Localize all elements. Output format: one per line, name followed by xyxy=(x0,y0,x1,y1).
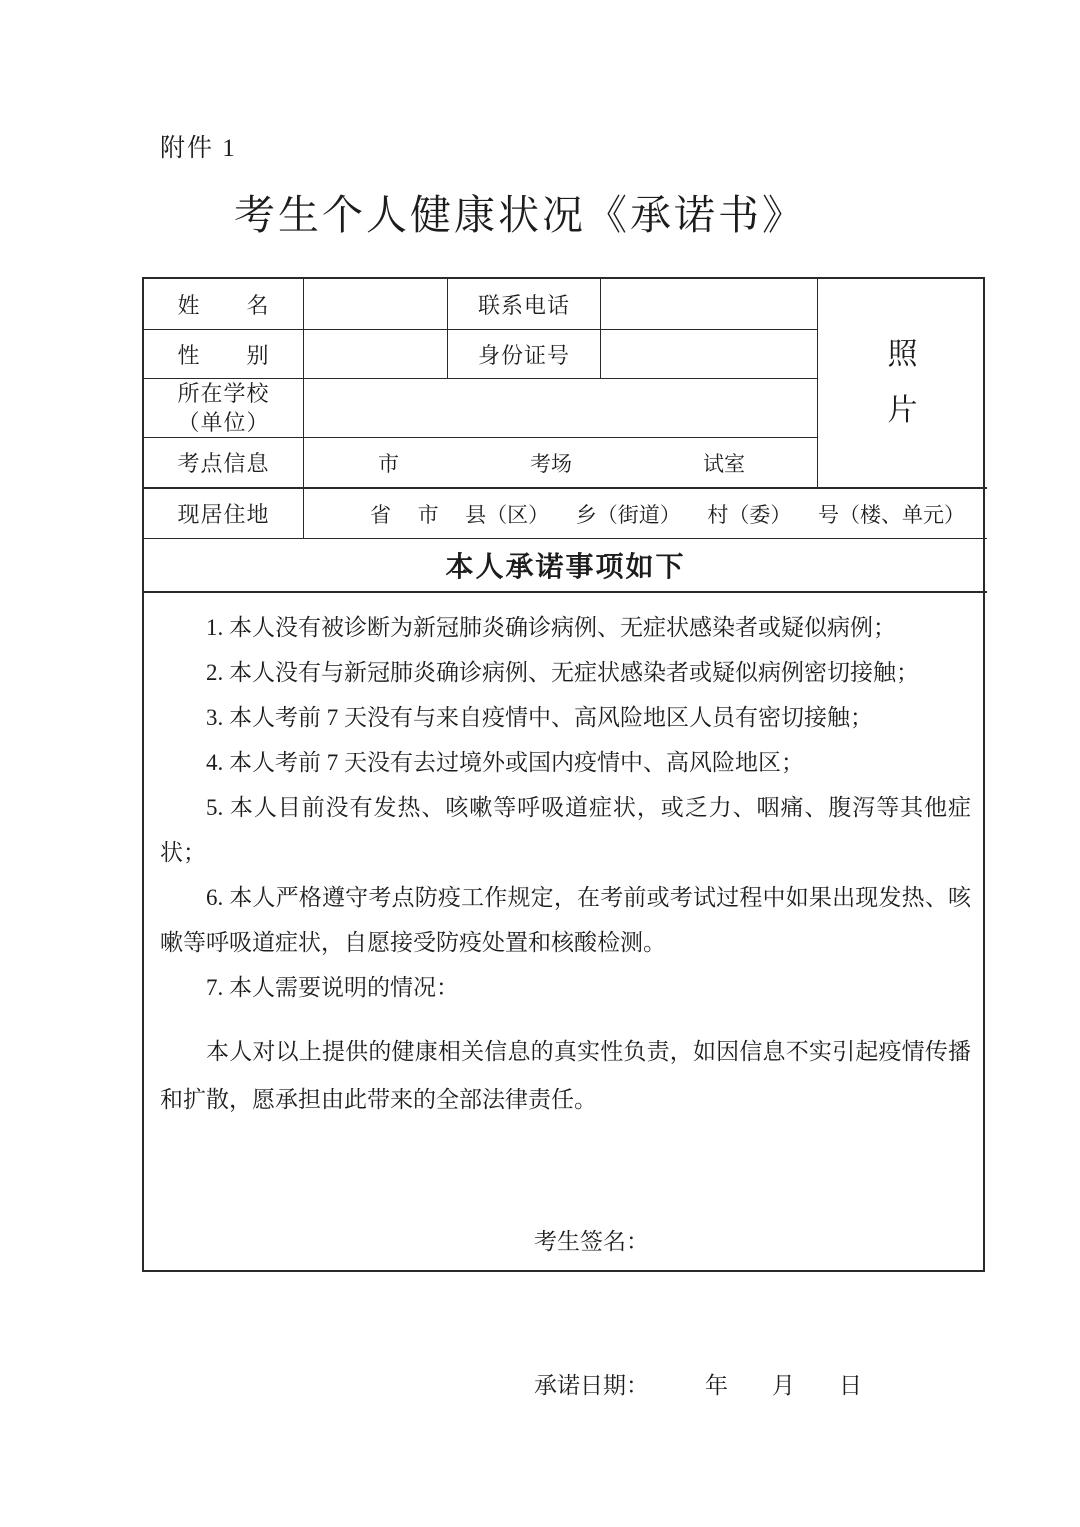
photo-box xyxy=(818,279,987,489)
attachment-label: 附件 1 xyxy=(160,135,237,162)
page-title: 考生个人健康状况《承诺书》 xyxy=(234,192,806,238)
residence-label: 现居住地 xyxy=(144,489,304,539)
photo-label-char-1: 照 xyxy=(887,338,918,371)
id-number-field[interactable] xyxy=(601,330,818,379)
residence-field[interactable] xyxy=(304,489,987,539)
exam-site-unit-room: 试室 xyxy=(703,451,745,476)
date-unit-year: 年 xyxy=(705,1373,728,1398)
residence-unit-building: 号（楼、单元） xyxy=(817,502,965,527)
name-field[interactable] xyxy=(304,279,448,330)
commitment-item-1: 1. 本人没有被诊断为新冠肺炎确诊病例、无症状感染者或疑似病例； xyxy=(206,615,896,640)
exam-site-unit-venue: 考场 xyxy=(530,451,572,476)
date-label: 承诺日期： xyxy=(534,1373,649,1398)
residence-unit-province: 省 xyxy=(370,502,391,527)
commitment-section-header: 本人承诺事项如下 xyxy=(144,539,987,593)
school-label-line2: （单位） xyxy=(177,410,270,435)
date-unit-month: 月 xyxy=(772,1373,795,1398)
signature-label: 考生签名： xyxy=(534,1229,649,1254)
commitment-item-6: 6. 本人严格遵守考点防疫工作规定，在考前或考试过程中如果出现发热、咳嗽等呼吸道症状，自愿接受防疫处置和核酸检测。 xyxy=(160,885,971,955)
photo-label-char-2: 片 xyxy=(887,394,918,427)
gender-label: 性 别 xyxy=(144,330,304,379)
date-line xyxy=(488,1314,971,1458)
declaration-paragraph: 本人对以上提供的健康相关信息的真实性负责，如因信息不实引起疫情传播和扩散，愿承担由此带来的全部法律责任。 xyxy=(160,1039,971,1112)
phone-field[interactable] xyxy=(601,279,818,330)
commitment-item-3: 3. 本人考前 7 天没有与来自疫情中、高风险地区人员有密切接触； xyxy=(206,705,873,730)
school-field[interactable] xyxy=(304,379,818,438)
exam-site-field[interactable] xyxy=(304,438,818,489)
signature-block xyxy=(160,1170,971,1458)
signature-line xyxy=(488,1170,971,1314)
phone-label: 联系电话 xyxy=(448,279,601,330)
commitment-item-4: 4. 本人考前 7 天没有去过境外或国内疫情中、高风险地区； xyxy=(206,750,804,775)
date-unit-day: 日 xyxy=(839,1373,862,1398)
commitment-item-2: 2. 本人没有与新冠肺炎确诊病例、无症状感染者或疑似病例密切接触； xyxy=(206,660,919,685)
commitment-body xyxy=(144,593,987,1398)
id-number-label: 身份证号 xyxy=(448,330,601,379)
residence-unit-township: 乡（街道） xyxy=(575,502,681,527)
exam-site-label: 考点信息 xyxy=(144,438,304,489)
commitment-item-7: 7. 本人需要说明的情况： xyxy=(206,975,459,1000)
health-commitment-form xyxy=(142,277,985,1398)
school-label-line1: 所在学校 xyxy=(177,381,270,406)
exam-site-unit-city: 市 xyxy=(378,451,399,476)
school-label xyxy=(144,379,304,438)
residence-unit-county: 县（区） xyxy=(465,502,550,527)
gender-field[interactable] xyxy=(304,330,448,379)
name-label: 姓 名 xyxy=(144,279,304,330)
residence-unit-city: 市 xyxy=(417,502,439,527)
residence-unit-village: 村（委） xyxy=(707,502,792,527)
commitment-item-5: 5. 本人目前没有发热、咳嗽等呼吸道症状，或乏力、咽痛、腹泻等其他症状； xyxy=(160,795,971,865)
